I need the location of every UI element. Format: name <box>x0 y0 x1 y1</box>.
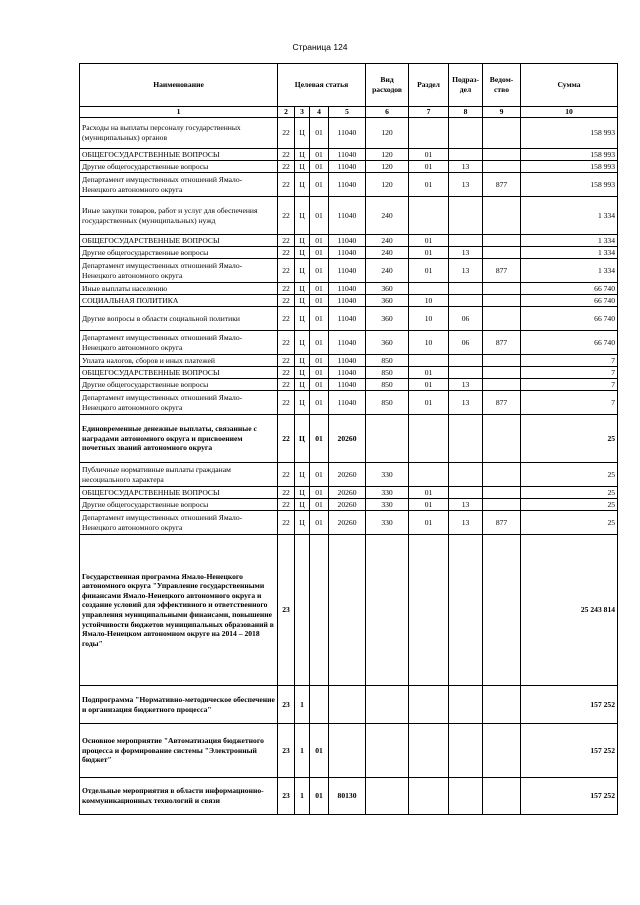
code-subprogram: Ц <box>295 235 310 247</box>
row-name: Другие общегосударственные вопросы <box>80 161 278 173</box>
expense-type: 120 <box>366 161 409 173</box>
code-direction: 20260 <box>329 463 366 487</box>
table-row <box>80 331 618 355</box>
department <box>483 118 521 149</box>
department: 877 <box>483 173 521 197</box>
subsection <box>449 487 483 499</box>
subsection: 13 <box>449 391 483 415</box>
page-number: Страница 124 <box>292 42 348 52</box>
budget-table <box>79 63 618 815</box>
expense-type: 240 <box>366 247 409 259</box>
table-row <box>80 724 618 778</box>
section <box>409 724 449 778</box>
code-event: 01 <box>310 511 329 535</box>
expense-type <box>366 724 409 778</box>
expense-type: 850 <box>366 355 409 367</box>
row-name: ОБЩЕГОСУДАРСТВЕННЫЕ ВОПРОСЫ <box>80 149 278 161</box>
department <box>483 235 521 247</box>
row-name: Основное мероприятие "Автоматизация бюджетного процесса и формирование системы "Электронный бюджет" <box>80 724 278 778</box>
code-subprogram: Ц <box>295 149 310 161</box>
sum: 25 <box>521 511 618 535</box>
table-row <box>80 149 618 161</box>
code-subprogram: Ц <box>295 367 310 379</box>
code-direction: 11040 <box>329 367 366 379</box>
table-row <box>80 367 618 379</box>
section <box>409 355 449 367</box>
code-event: 01 <box>310 463 329 487</box>
code-event: 01 <box>310 149 329 161</box>
code-direction: 11040 <box>329 149 366 161</box>
expense-type: 360 <box>366 295 409 307</box>
row-name: Иные выплаты населению <box>80 283 278 295</box>
section: 10 <box>409 295 449 307</box>
code-program: 22 <box>278 173 295 197</box>
row-name: Департамент имущественных отношений Ямало-Ненецкого автономного округа <box>80 391 278 415</box>
row-name: Единовременные денежные выплаты, связанные с наградами автономного округа и присвоением почетных званий автономного округа <box>80 415 278 463</box>
code-program: 22 <box>278 391 295 415</box>
subsection <box>449 724 483 778</box>
section: 01 <box>409 235 449 247</box>
code-event: 01 <box>310 367 329 379</box>
table-row <box>80 778 618 815</box>
subsection <box>449 367 483 379</box>
header-section: Раздел <box>409 64 449 107</box>
department <box>483 686 521 724</box>
department <box>483 149 521 161</box>
code-program: 23 <box>278 535 295 686</box>
code-program: 22 <box>278 367 295 379</box>
code-program: 22 <box>278 499 295 511</box>
row-name: ОБЩЕГОСУДАРСТВЕННЫЕ ВОПРОСЫ <box>80 367 278 379</box>
expense-type <box>366 415 409 463</box>
code-event: 01 <box>310 499 329 511</box>
sum: 158 993 <box>521 161 618 173</box>
department <box>483 463 521 487</box>
code-event: 01 <box>310 173 329 197</box>
code-event: 01 <box>310 355 329 367</box>
code-program: 22 <box>278 331 295 355</box>
code-subprogram: Ц <box>295 463 310 487</box>
code-subprogram: Ц <box>295 391 310 415</box>
code-direction: 11040 <box>329 118 366 149</box>
code-direction: 11040 <box>329 247 366 259</box>
code-subprogram: Ц <box>295 379 310 391</box>
code-event: 01 <box>310 307 329 331</box>
code-event: 01 <box>310 197 329 235</box>
code-subprogram <box>295 535 310 686</box>
expense-type: 240 <box>366 235 409 247</box>
subsection <box>449 118 483 149</box>
section: 01 <box>409 499 449 511</box>
code-subprogram: Ц <box>295 499 310 511</box>
row-name: Департамент имущественных отношений Ямало-Ненецкого автономного округа <box>80 331 278 355</box>
sum: 66 740 <box>521 307 618 331</box>
code-event: 01 <box>310 259 329 283</box>
department <box>483 247 521 259</box>
table-row <box>80 391 618 415</box>
header-sum: Сумма <box>521 64 618 107</box>
row-name: Другие вопросы в области социальной политики <box>80 307 278 331</box>
table-header <box>80 64 618 118</box>
subsection <box>449 415 483 463</box>
code-event: 01 <box>310 247 329 259</box>
code-event <box>310 686 329 724</box>
row-name: ОБЩЕГОСУДАРСТВЕННЫЕ ВОПРОСЫ <box>80 487 278 499</box>
table-row <box>80 355 618 367</box>
header-subsection: Подраз- дел <box>449 64 483 107</box>
expense-type <box>366 778 409 815</box>
header-target: Целевая статья <box>278 64 366 107</box>
column-number-row <box>80 107 618 118</box>
department <box>483 295 521 307</box>
sum: 157 252 <box>521 686 618 724</box>
row-name: Государственная программа Ямало-Ненецкого автономного округа "Управление государственными финансами Ямало-Ненецкого автономного округа и создание условий для эффективного и ответственного управления муниципальными финансами, повышение устойчивости бюджетов муниципальных образований в Ямало-Ненецком автономном округе на 2014 – 2018 годы" <box>80 535 278 686</box>
sum: 25 243 814 <box>521 535 618 686</box>
sum: 7 <box>521 391 618 415</box>
section: 01 <box>409 161 449 173</box>
expense-type: 330 <box>366 487 409 499</box>
code-program: 22 <box>278 118 295 149</box>
section: 01 <box>409 391 449 415</box>
subsection: 13 <box>449 379 483 391</box>
department: 877 <box>483 511 521 535</box>
row-name: ОБЩЕГОСУДАРСТВЕННЫЕ ВОПРОСЫ <box>80 235 278 247</box>
code-subprogram: 1 <box>295 778 310 815</box>
subsection <box>449 295 483 307</box>
section <box>409 535 449 686</box>
sum: 66 740 <box>521 331 618 355</box>
sum: 157 252 <box>521 724 618 778</box>
column-number: 6 <box>366 107 409 118</box>
table-row <box>80 415 618 463</box>
department: 877 <box>483 331 521 355</box>
expense-type: 330 <box>366 463 409 487</box>
section: 01 <box>409 247 449 259</box>
code-direction: 11040 <box>329 173 366 197</box>
section: 01 <box>409 149 449 161</box>
header-name: Наименование <box>80 64 278 107</box>
expense-type: 120 <box>366 173 409 197</box>
expense-type <box>366 535 409 686</box>
sum: 158 993 <box>521 173 618 197</box>
subsection: 13 <box>449 499 483 511</box>
code-program: 22 <box>278 197 295 235</box>
section: 01 <box>409 511 449 535</box>
row-name: Департамент имущественных отношений Ямало-Ненецкого автономного округа <box>80 173 278 197</box>
code-event <box>310 535 329 686</box>
table-row <box>80 235 618 247</box>
code-direction: 11040 <box>329 307 366 331</box>
table-row <box>80 118 618 149</box>
sum: 1 334 <box>521 197 618 235</box>
subsection <box>449 686 483 724</box>
code-event: 01 <box>310 295 329 307</box>
code-direction <box>329 724 366 778</box>
section <box>409 778 449 815</box>
department: 877 <box>483 391 521 415</box>
table-row <box>80 197 618 235</box>
sum: 66 740 <box>521 295 618 307</box>
code-direction: 11040 <box>329 161 366 173</box>
table-row <box>80 463 618 487</box>
code-subprogram: 1 <box>295 686 310 724</box>
code-program: 22 <box>278 511 295 535</box>
expense-type: 850 <box>366 391 409 415</box>
section: 01 <box>409 379 449 391</box>
code-direction: 11040 <box>329 331 366 355</box>
code-program: 23 <box>278 778 295 815</box>
code-direction: 11040 <box>329 391 366 415</box>
code-program: 22 <box>278 259 295 283</box>
section <box>409 283 449 295</box>
row-name: Другие общегосударственные вопросы <box>80 379 278 391</box>
code-direction <box>329 535 366 686</box>
sum: 157 252 <box>521 778 618 815</box>
row-name: Иные закупки товаров, работ и услуг для обеспечения государственных (муниципальных) нужд <box>80 197 278 235</box>
code-subprogram: Ц <box>295 197 310 235</box>
subsection: 06 <box>449 307 483 331</box>
code-direction: 11040 <box>329 355 366 367</box>
table-row <box>80 295 618 307</box>
code-program: 22 <box>278 149 295 161</box>
department <box>483 379 521 391</box>
subsection: 13 <box>449 161 483 173</box>
code-program: 22 <box>278 161 295 173</box>
column-number: 5 <box>329 107 366 118</box>
code-program: 22 <box>278 355 295 367</box>
section: 10 <box>409 331 449 355</box>
expense-type: 330 <box>366 499 409 511</box>
expense-type: 850 <box>366 379 409 391</box>
expense-type: 360 <box>366 283 409 295</box>
code-direction: 20260 <box>329 511 366 535</box>
code-subprogram: Ц <box>295 307 310 331</box>
subsection <box>449 463 483 487</box>
section <box>409 415 449 463</box>
code-subprogram: Ц <box>295 173 310 197</box>
table-row <box>80 535 618 686</box>
row-name: Департамент имущественных отношений Ямало-Ненецкого автономного округа <box>80 511 278 535</box>
code-subprogram: Ц <box>295 283 310 295</box>
table-row <box>80 499 618 511</box>
expense-type: 240 <box>366 197 409 235</box>
code-subprogram: Ц <box>295 259 310 283</box>
subsection: 13 <box>449 259 483 283</box>
sum: 25 <box>521 499 618 511</box>
sum: 1 334 <box>521 235 618 247</box>
code-program: 23 <box>278 686 295 724</box>
department <box>483 197 521 235</box>
code-direction: 11040 <box>329 259 366 283</box>
code-direction: 11040 <box>329 197 366 235</box>
table-row <box>80 307 618 331</box>
column-number: 2 <box>278 107 295 118</box>
department <box>483 415 521 463</box>
expense-type <box>366 686 409 724</box>
section <box>409 118 449 149</box>
subsection <box>449 778 483 815</box>
department <box>483 283 521 295</box>
department <box>483 778 521 815</box>
subsection <box>449 283 483 295</box>
subsection: 13 <box>449 511 483 535</box>
code-direction: 11040 <box>329 295 366 307</box>
code-program: 22 <box>278 247 295 259</box>
code-subprogram: Ц <box>295 118 310 149</box>
row-name: Отдельные мероприятия в области информационно-коммуникационных технологий и связи <box>80 778 278 815</box>
section <box>409 686 449 724</box>
subsection: 13 <box>449 247 483 259</box>
code-subprogram: Ц <box>295 511 310 535</box>
expense-type: 120 <box>366 149 409 161</box>
column-number: 1 <box>80 107 278 118</box>
department <box>483 355 521 367</box>
row-name: Уплата налогов, сборов и иных платежей <box>80 355 278 367</box>
subsection: 06 <box>449 331 483 355</box>
table-row <box>80 173 618 197</box>
section: 01 <box>409 173 449 197</box>
code-direction: 80130 <box>329 778 366 815</box>
code-program: 22 <box>278 295 295 307</box>
subsection <box>449 149 483 161</box>
code-event: 01 <box>310 778 329 815</box>
row-name: Публичные нормативные выплаты гражданам несоциального характера <box>80 463 278 487</box>
row-name: Расходы на выплаты персоналу государственных (муниципальных) органов <box>80 118 278 149</box>
subsection <box>449 197 483 235</box>
code-program: 22 <box>278 235 295 247</box>
code-event: 01 <box>310 487 329 499</box>
row-name: Другие общегосударственные вопросы <box>80 499 278 511</box>
code-subprogram: 1 <box>295 724 310 778</box>
code-direction <box>329 686 366 724</box>
table-row <box>80 487 618 499</box>
subsection <box>449 235 483 247</box>
code-program: 22 <box>278 307 295 331</box>
subsection <box>449 355 483 367</box>
column-number: 3 <box>295 107 310 118</box>
code-program: 22 <box>278 487 295 499</box>
sum: 158 993 <box>521 118 618 149</box>
sum: 25 <box>521 415 618 463</box>
sum: 158 993 <box>521 149 618 161</box>
table-row <box>80 511 618 535</box>
code-event: 01 <box>310 235 329 247</box>
code-program: 22 <box>278 379 295 391</box>
department: 877 <box>483 259 521 283</box>
section <box>409 197 449 235</box>
expense-type: 240 <box>366 259 409 283</box>
row-name: Другие общегосударственные вопросы <box>80 247 278 259</box>
sum: 66 740 <box>521 283 618 295</box>
code-subprogram: Ц <box>295 295 310 307</box>
sum: 25 <box>521 463 618 487</box>
code-program: 22 <box>278 463 295 487</box>
code-direction: 11040 <box>329 283 366 295</box>
code-event: 01 <box>310 331 329 355</box>
code-event: 01 <box>310 118 329 149</box>
expense-type: 330 <box>366 511 409 535</box>
department <box>483 724 521 778</box>
subsection <box>449 535 483 686</box>
code-program: 22 <box>278 415 295 463</box>
code-event: 01 <box>310 415 329 463</box>
department <box>483 499 521 511</box>
code-subprogram: Ц <box>295 487 310 499</box>
subsection: 13 <box>449 173 483 197</box>
code-direction: 11040 <box>329 235 366 247</box>
expense-type: 120 <box>366 118 409 149</box>
code-subprogram: Ц <box>295 355 310 367</box>
sum: 7 <box>521 379 618 391</box>
column-number: 9 <box>483 107 521 118</box>
sum: 7 <box>521 355 618 367</box>
code-direction: 11040 <box>329 379 366 391</box>
section: 10 <box>409 307 449 331</box>
header-row <box>80 64 618 107</box>
row-name: Департамент имущественных отношений Ямало-Ненецкого автономного округа <box>80 259 278 283</box>
table-row <box>80 247 618 259</box>
row-name: СОЦИАЛЬНАЯ ПОЛИТИКА <box>80 295 278 307</box>
section: 01 <box>409 367 449 379</box>
department <box>483 487 521 499</box>
header-department: Ведом- ство <box>483 64 521 107</box>
department <box>483 367 521 379</box>
sum: 1 334 <box>521 247 618 259</box>
column-number: 10 <box>521 107 618 118</box>
department <box>483 307 521 331</box>
sum: 1 334 <box>521 259 618 283</box>
sum: 7 <box>521 367 618 379</box>
table-row <box>80 379 618 391</box>
code-program: 22 <box>278 283 295 295</box>
department <box>483 535 521 686</box>
section: 01 <box>409 259 449 283</box>
code-event: 01 <box>310 379 329 391</box>
table-row <box>80 686 618 724</box>
code-subprogram: Ц <box>295 331 310 355</box>
table-row <box>80 283 618 295</box>
code-subprogram: Ц <box>295 161 310 173</box>
header-expense-type: Вид расходов <box>366 64 409 107</box>
expense-type: 360 <box>366 331 409 355</box>
code-event: 01 <box>310 724 329 778</box>
code-direction: 20260 <box>329 487 366 499</box>
code-direction: 20260 <box>329 415 366 463</box>
department <box>483 161 521 173</box>
section: 01 <box>409 487 449 499</box>
table-row <box>80 161 618 173</box>
section <box>409 463 449 487</box>
code-event: 01 <box>310 161 329 173</box>
code-subprogram: Ц <box>295 247 310 259</box>
code-program: 23 <box>278 724 295 778</box>
expense-type: 360 <box>366 307 409 331</box>
column-number: 8 <box>449 107 483 118</box>
code-event: 01 <box>310 391 329 415</box>
table-row <box>80 259 618 283</box>
code-direction: 20260 <box>329 499 366 511</box>
row-name: Подпрограмма "Нормативно-методическое обеспечение и организация бюджетного процесса" <box>80 686 278 724</box>
table-body <box>80 118 618 815</box>
code-subprogram: Ц <box>295 415 310 463</box>
expense-type: 850 <box>366 367 409 379</box>
sum: 25 <box>521 487 618 499</box>
column-number: 4 <box>310 107 329 118</box>
code-event: 01 <box>310 283 329 295</box>
column-number: 7 <box>409 107 449 118</box>
